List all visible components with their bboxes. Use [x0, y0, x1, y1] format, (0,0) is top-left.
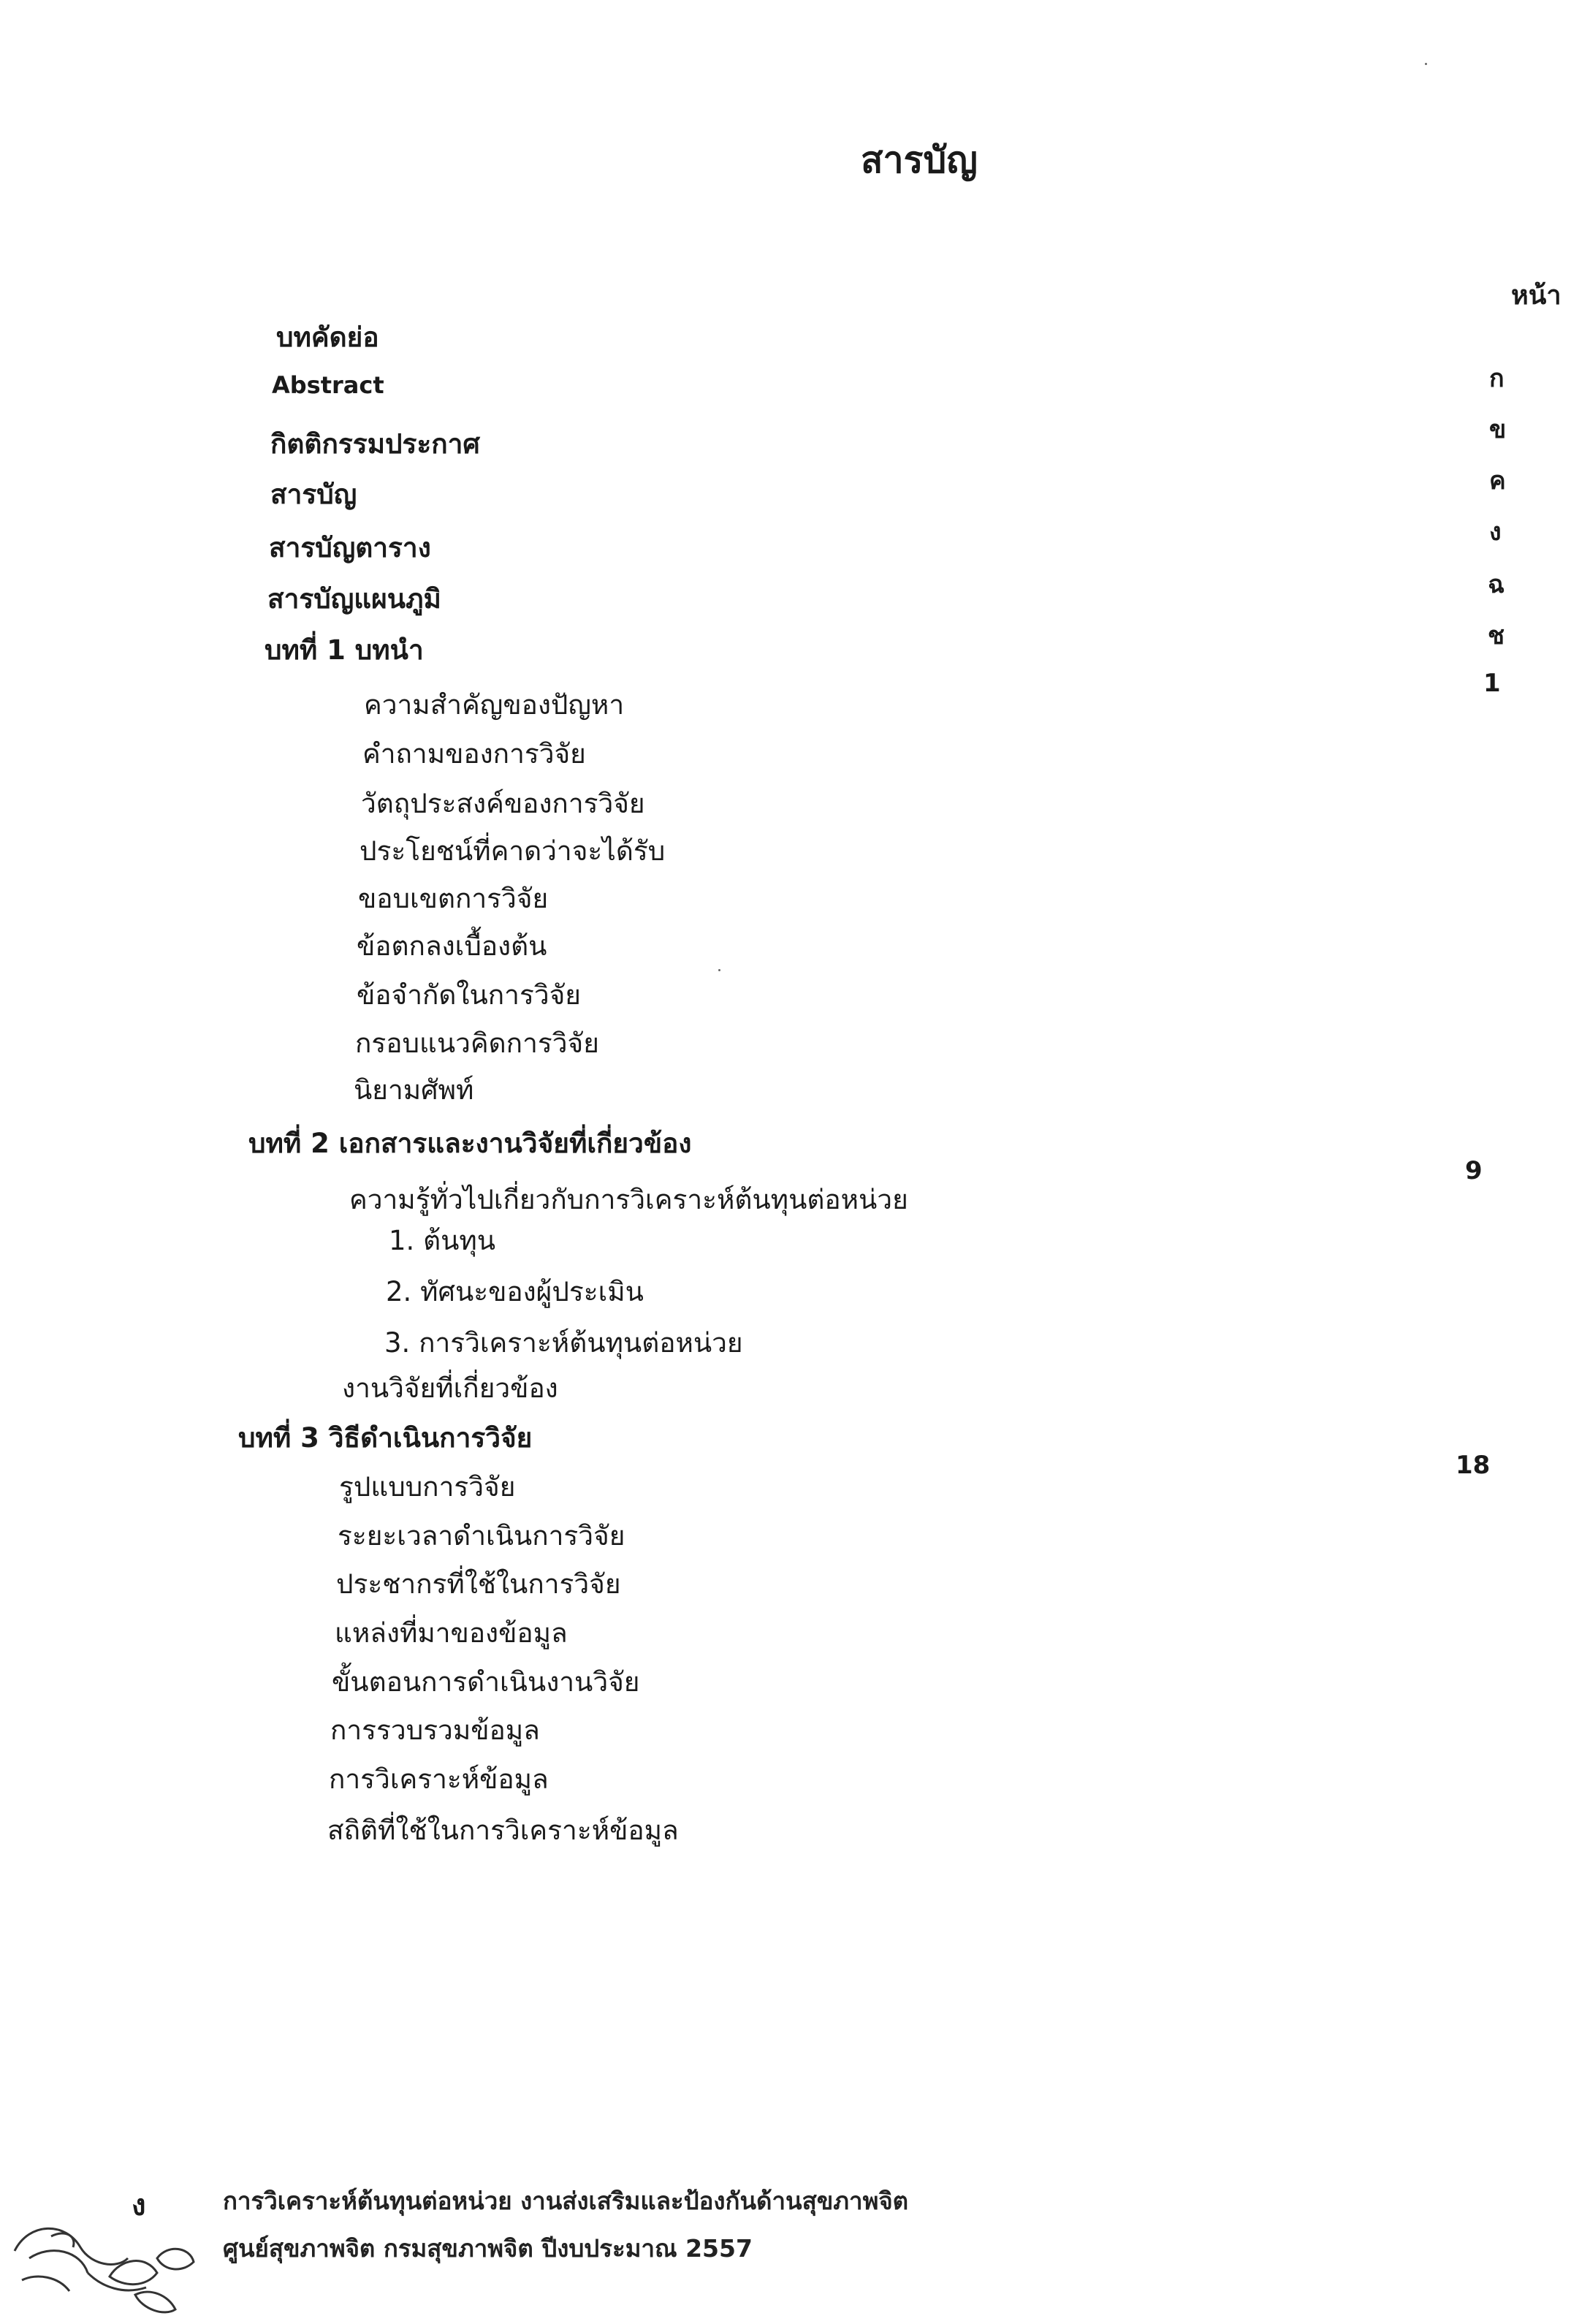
toc-entry-contents: สารบัญ: [270, 479, 357, 510]
toc-subentry: การรวบรวมข้อมูล: [330, 1714, 540, 1746]
page-column-header: หน้า: [1511, 281, 1562, 311]
page-number: ข: [1489, 415, 1507, 444]
page-title: สารบัญ: [861, 139, 978, 181]
toc-subentry: ข้อจำกัดในการวิจัย: [357, 979, 581, 1011]
toc-subentry: ประชากรที่ใช้ในการวิจัย: [336, 1568, 621, 1600]
page-number: ง: [1489, 517, 1502, 547]
toc-subentry: ขอบเขตการวิจัย: [358, 883, 549, 914]
page-number: ค: [1489, 466, 1506, 495]
footer-line-1: การวิเคราะห์ต้นทุนต่อหน่วย งานส่งเสริมและป้องกันด้านสุขภาพจิต: [223, 2187, 909, 2215]
toc-subentry: แหล่งที่มาของข้อมูล: [335, 1617, 568, 1649]
page-number: ฉ: [1488, 570, 1505, 599]
toc-subentry: ระยะเวลาดำเนินการวิจัย: [338, 1520, 625, 1552]
toc-subentry: ข้อตกลงเบื้องต้น: [357, 930, 547, 962]
toc-entry-abstract-en: Abstract: [272, 371, 384, 399]
toc-entry-acknowledgement: กิตติกรรมประกาศ: [270, 428, 480, 460]
page-number: 1: [1483, 669, 1501, 698]
toc-subentry: 3. การวิเคราะห์ต้นทุนต่อหน่วย: [384, 1327, 743, 1359]
toc-subentry: นิยามศัพท์: [354, 1074, 474, 1106]
toc-subentry: ความสำคัญของปัญหา: [364, 689, 625, 721]
toc-subentry: ขั้นตอนการดำเนินงานวิจัย: [332, 1666, 640, 1698]
footer-page-number: ง: [132, 2189, 146, 2222]
toc-chapter-2: บทที่ 2 เอกสารและงานวิจัยที่เกี่ยวข้อง: [248, 1128, 692, 1159]
toc-entry-list-of-tables: สารบัญตาราง: [269, 532, 431, 563]
toc-entry-abstract-th: บทคัดย่อ: [276, 322, 379, 353]
toc-subentry: กรอบแนวคิดการวิจัย: [355, 1028, 599, 1059]
toc-subentry: รูปแบบการวิจัย: [339, 1471, 516, 1503]
toc-subentry: งานวิจัยที่เกี่ยวข้อง: [342, 1372, 558, 1404]
scan-speck: [718, 969, 720, 971]
page-number: ช: [1488, 621, 1505, 650]
page-number: ก: [1489, 364, 1505, 393]
toc-entry-list-of-figures: สารบัญแผนภูมิ: [267, 583, 441, 615]
toc-subentry: วัตถุประสงค์ของการวิจัย: [361, 788, 645, 819]
toc-chapter-3: บทที่ 3 วิธีดำเนินการวิจัย: [238, 1422, 533, 1454]
toc-subentry: ความรู้ทั่วไปเกี่ยวกับการวิเคราะห์ต้นทุนต่อหน่วย: [349, 1184, 908, 1215]
page-number: 9: [1465, 1156, 1483, 1185]
page-number: 18: [1456, 1451, 1491, 1480]
toc-chapter-1: บทที่ 1 บทนำ: [265, 634, 424, 666]
toc-subentry: การวิเคราะห์ข้อมูล: [329, 1763, 549, 1795]
toc-subentry: 1. ต้นทุน: [389, 1225, 496, 1256]
toc-subentry: ประโยชน์ที่คาดว่าจะได้รับ: [360, 835, 666, 867]
toc-subentry: สถิติที่ใช้ในการวิเคราะห์ข้อมูล: [327, 1815, 679, 1846]
toc-subentry: 2. ทัศนะของผู้ประเมิน: [386, 1276, 644, 1307]
floral-ornament-icon: [0, 2207, 212, 2324]
toc-subentry: คำถามของการวิจัย: [362, 738, 586, 770]
scan-speck: [1425, 63, 1427, 65]
footer-line-2: ศูนย์สุขภาพจิต กรมสุขภาพจิต ปีงบประมาณ 2557: [223, 2234, 753, 2263]
